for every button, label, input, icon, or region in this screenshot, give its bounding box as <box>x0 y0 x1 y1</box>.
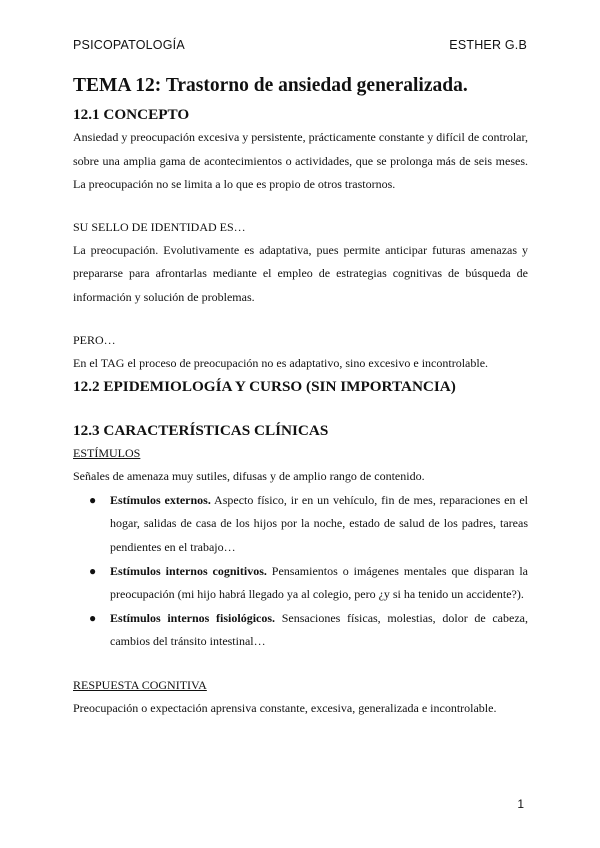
page-number: 1 <box>517 797 524 811</box>
list-item <box>73 489 528 560</box>
bullet-bold: Estímulos internos fisiológicos. <box>110 610 276 625</box>
document-body <box>73 72 528 721</box>
header-left: PSICOPATOLOGÍA <box>73 38 185 52</box>
bullet-bold: Estímulos internos cognitivos. <box>110 563 267 578</box>
estimulos-label: ESTÍMULOS <box>73 446 141 461</box>
bullet-icon: ● <box>89 492 97 507</box>
sello-label: SU SELLO DE IDENTIDAD ES… <box>73 219 246 234</box>
respuesta-label: RESPUESTA COGNITIVA <box>73 677 207 692</box>
pero-label: PERO… <box>73 332 116 347</box>
bullet-text: Sensaciones físicas, molestias, dolor de cabeza, cambios del tránsito intestinal… <box>110 610 528 649</box>
header-right: ESTHER G.B <box>449 38 527 52</box>
page-title: TEMA 12: Trastorno de ansiedad generalizada. <box>73 75 468 96</box>
bullet-icon: ● <box>89 610 97 625</box>
list-item <box>73 560 528 607</box>
concepto-paragraph: Ansiedad y preocupación excesiva y persistente, prácticamente constante y difícil de controlar, sobre una amplia gama de acontecimientos o actividades, que se prolonga más de seis meses. La preocupación no se limita a lo que es propio de otros trastornos. <box>73 130 529 192</box>
heading-concepto: 12.1 CONCEPTO <box>73 106 190 123</box>
heading-caracteristicas: 12.3 CARACTERÍSTICAS CLÍNICAS <box>73 422 329 440</box>
estimulos-intro: Señales de amenaza muy sutiles, difusas y de amplio rango de contenido. <box>73 469 425 484</box>
bullet-text: Pensamientos o imágenes mentales que disparan la preocupación (mi hijo habrá llegado ya al colegio, pero ¿y si ha tenido un accidente?). <box>110 563 528 602</box>
list-item <box>73 607 528 654</box>
respuesta-paragraph: Preocupación o expectación aprensiva constante, excesiva, generalizada e incontrolable. <box>73 700 497 715</box>
pero-paragraph: En el TAG el proceso de preocupación no es adaptativo, sino excesivo e incontrolable. <box>73 355 489 370</box>
bullet-text: Aspecto físico, ir en un vehículo, fin de mes, reparaciones en el hogar, salidas de casa de los hijos por la noche, estado de salud de los padres, tareas pendientes en el trabajo… <box>110 492 528 554</box>
bullet-icon: ● <box>89 563 97 578</box>
bullet-bold: Estímulos externos. <box>110 492 211 507</box>
sello-paragraph: La preocupación. Evolutivamente es adaptativa, pues permite anticipar futuras amenazas y prepararse para afrontarlas mediante el empleo de estrategias cognitivas de búsqueda de información y solución de problemas. <box>73 242 528 304</box>
estimulos-list <box>73 489 528 654</box>
heading-epidemiologia: 12.2 EPIDEMIOLOGÍA Y CURSO (SIN IMPORTANCIA) <box>73 378 456 396</box>
